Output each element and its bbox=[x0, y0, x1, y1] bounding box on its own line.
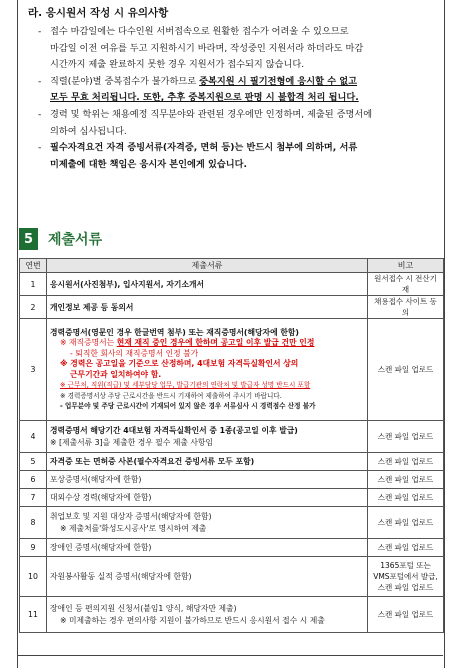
row-number: 5 bbox=[20, 453, 47, 471]
table-row bbox=[20, 507, 444, 539]
row-document bbox=[47, 597, 368, 633]
notice-item-certificate bbox=[38, 140, 438, 173]
table-row bbox=[20, 597, 444, 633]
row-number: 11 bbox=[20, 597, 47, 633]
row-number: 7 bbox=[20, 489, 47, 507]
table-row bbox=[20, 453, 444, 471]
note-line: 1365포털 또는 bbox=[380, 561, 431, 570]
notice-line bbox=[50, 74, 438, 91]
bullet-dash: - bbox=[38, 142, 42, 154]
row-note: 스캔 파일 업로드 bbox=[368, 453, 444, 471]
row-note: 스캔 파일 업로드 bbox=[368, 597, 444, 633]
row-number: 10 bbox=[20, 557, 47, 597]
row-document: 대외수상 경력(해당자에 한함) bbox=[47, 489, 368, 507]
document-title: 취업보호 및 지원 대상자 증명서(해당자에 한함) bbox=[50, 512, 212, 521]
note-line: 스캔 파일 업로드 bbox=[377, 583, 434, 592]
row-number: 2 bbox=[20, 296, 47, 319]
section-ra-title: 라. 응시원서 작성 시 유의사항 bbox=[28, 7, 169, 19]
row-note: 채용접수 사이트 동의 bbox=[368, 296, 444, 319]
notice-text: 직렬(분야)별 중복접수가 불가하므로 bbox=[50, 75, 200, 87]
notice-line: 필수자격요건 자격 증빙서류(자격증, 면허 등)는 반드시 첨부에 의하며, 서류 bbox=[50, 142, 358, 154]
row-number: 8 bbox=[20, 507, 47, 539]
notice-line: 마감일 이전 여유를 두고 지원하시기 바라며, 작성중인 지원서라 하더라도 마감 bbox=[50, 42, 364, 54]
row-document bbox=[47, 421, 368, 453]
row-note: 스캔 파일 업로드 bbox=[368, 471, 444, 489]
row-note: 스캔 파일 업로드 bbox=[368, 539, 444, 557]
document-note: ※ [제출서류 3]을 제출한 경우 필수 제출 사항임 bbox=[50, 437, 213, 447]
section-number-badge: 5 bbox=[19, 228, 38, 250]
section-title: 제출서류 bbox=[48, 232, 103, 248]
column-header-number: 연번 bbox=[20, 259, 47, 273]
row-document: 포상증명서(해당자에 한함) bbox=[47, 471, 368, 489]
row-number: 3 bbox=[20, 319, 47, 421]
document-title: 경력증명서(영문인 경우 한글번역 첨부) 또는 재직증명서(해당자에 한함) bbox=[50, 327, 299, 337]
row-note: 스캔 파일 업로드 bbox=[368, 319, 444, 421]
notice-item-duplicate bbox=[38, 74, 438, 107]
document-note: ※ 경력은 공고일을 기준으로 산정하며, 4대보험 자격득실확인서 상의 bbox=[60, 359, 299, 368]
document-note: ※ 경력증명서상 주당 근로시간을 반드시 기재하여 제출하여 주시기 바랍니다. bbox=[60, 391, 282, 400]
row-note: 스캔 파일 업로드 bbox=[368, 507, 444, 539]
notice-item-deadline bbox=[38, 24, 438, 74]
row-document bbox=[47, 319, 368, 421]
notice-line: 경력 및 학위는 채용예정 직무분야와 관련된 경우에만 인정하며, 제출된 증명서에 bbox=[50, 108, 373, 120]
document-note: ※ 미제출하는 경우 편의사항 지원이 불가하므로 반드시 응시원서 접수 시 제출 bbox=[60, 615, 325, 625]
table-row bbox=[20, 489, 444, 507]
document-note bbox=[50, 338, 364, 349]
table-row bbox=[20, 539, 444, 557]
column-header-document: 제출서류 bbox=[47, 259, 368, 273]
table-row bbox=[20, 296, 444, 319]
row-note: 원서접수 시 전산기재 bbox=[368, 273, 444, 296]
document-note: ※ 근무처, 직위(직급) 및 세부담당 업무, 발급기관의 연락처 및 발급자 성명 반드시 포함 bbox=[60, 381, 311, 389]
notice-emphasis: 중복지원 시 필기전형에 응시할 수 없고 bbox=[199, 75, 358, 87]
row-document: 개인정보 제공 등 동의서 bbox=[47, 296, 368, 319]
column-header-note: 비고 bbox=[368, 259, 444, 273]
notice-line: 미제출에 대한 책임은 응시자 본인에게 있습니다. bbox=[50, 158, 247, 170]
row-document: 장애인 증명서(해당자에 한함) bbox=[47, 539, 368, 557]
row-number: 1 bbox=[20, 273, 47, 296]
note-emphasis: 현재 재직 중인 경우에 한하며 공고일 이후 발급 건만 인정 bbox=[116, 338, 315, 347]
table-row bbox=[20, 319, 444, 421]
bullet-dash: - bbox=[38, 75, 42, 87]
notice-item-career bbox=[38, 107, 438, 140]
row-number: 9 bbox=[20, 539, 47, 557]
row-number: 4 bbox=[20, 421, 47, 453]
table-row bbox=[20, 557, 444, 597]
section-5-header bbox=[19, 228, 102, 250]
bullet-dash: - bbox=[38, 26, 42, 37]
row-note: 스캔 파일 업로드 bbox=[368, 489, 444, 507]
notice-emphasis: 모두 무효 처리됩니다. 또한, 추후 중복지원으로 판명 시 불합격 처리 됩니다. bbox=[50, 92, 359, 104]
document-title: 경력증명서 해당기간 4대보험 자격득실확인서 중 1종(공고일 이후 발급) bbox=[50, 426, 298, 435]
notice-line: 시간까지 제출 완료하지 못한 경우 지원서가 접수되지 않습니다. bbox=[50, 59, 305, 71]
documents-table bbox=[19, 258, 444, 633]
notice-line: 접수 마감일에는 다수인원 서버접속으로 원활한 접수가 어려울 수 있으므로 bbox=[50, 26, 349, 37]
row-note bbox=[368, 557, 444, 597]
table-header-row bbox=[20, 259, 444, 273]
document-note: - 업무분야 및 주당 근로시간이 기재되어 있지 않은 경우 서류심사 시 경력점수 산정 불가 bbox=[60, 402, 316, 410]
document-note: - 퇴직한 회사의 재직증명서 인정 불가 bbox=[70, 348, 199, 358]
row-document: 자격증 또는 면허증 사본(필수자격요건 증빙서류 모두 포함) bbox=[47, 453, 368, 471]
note-line: VMS포털에서 발급, bbox=[373, 572, 438, 581]
document-title: 장애인 등 편의지원 신청서(붙임1 양식, 해당자만 제출) bbox=[50, 604, 237, 613]
document-note: ※ 제출처를'화성도시공사'로 명시하여 제출 bbox=[60, 523, 207, 533]
row-note: 스캔 파일 업로드 bbox=[368, 421, 444, 453]
row-document: 응시원서(사진첨부), 입사지원서, 자기소개서 bbox=[47, 273, 368, 296]
table-row bbox=[20, 273, 444, 296]
page-bottom-rule bbox=[17, 655, 443, 656]
bullet-dash: - bbox=[38, 108, 42, 120]
row-number: 6 bbox=[20, 471, 47, 489]
table-row bbox=[20, 421, 444, 453]
table-row bbox=[20, 471, 444, 489]
notice-line: 의하여 심사됩니다. bbox=[50, 125, 127, 137]
row-document: 자원봉사활동 실적 증명서(해당자에 한함) bbox=[47, 557, 368, 597]
row-document bbox=[47, 507, 368, 539]
document-note: 근무기간과 일치하여야 함. bbox=[70, 369, 162, 379]
section-ra-bullets bbox=[38, 24, 438, 173]
note-text: ※ 재직증명서는 bbox=[60, 338, 117, 347]
